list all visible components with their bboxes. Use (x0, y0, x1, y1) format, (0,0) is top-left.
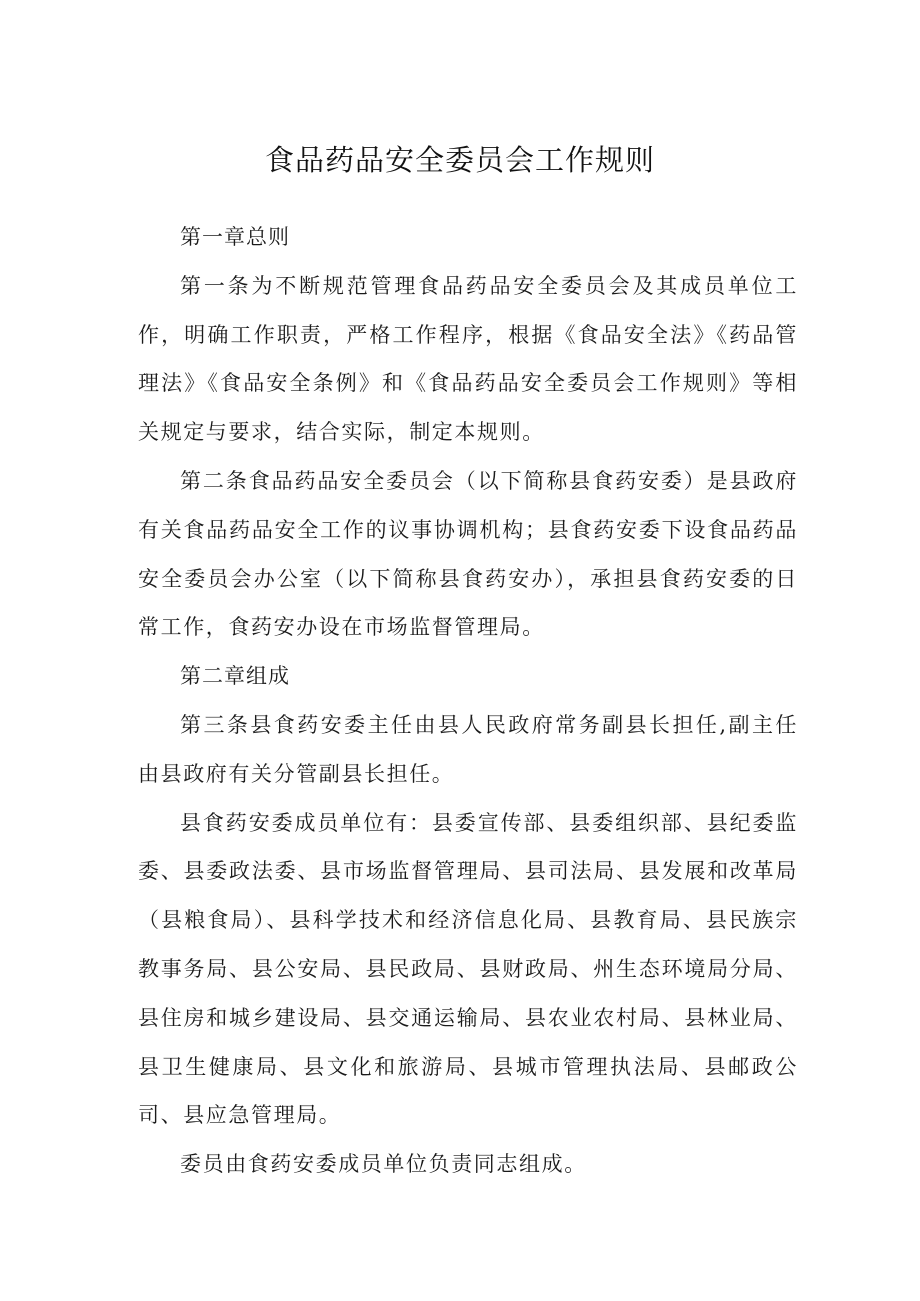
member-units-paragraph: 县食药安委成员单位有：县委宣传部、县委组织部、县纪委监委、县委政法委、县市场监督管理局、县司法局、县发展和改革局（县粮食局）、县科学技术和经济信息化局、县教育局、县民族宗教事务局、县公安局、县民政局、县财政局、州生态环境局分局、县住房和城乡建设局、县交通运输局、县农业农村局、县林业局、县卫生健康局、县文化和旅游局、县城市管理执法局、县邮政公司、县应急管理局。 (138, 810, 798, 1128)
chapter-heading-general: 第一章总则 (180, 225, 290, 249)
article-3-paragraph: 第三条县食药安委主任由县人民政府常务副县长担任,副主任由县政府有关分管副县长担任。 (138, 712, 798, 786)
document-title: 食品药品安全委员会工作规则 (264, 143, 655, 177)
document-body (138, 213, 798, 1189)
article-1-paragraph: 第一条为不断规范管理食品药品安全委员会及其成员单位工作，明确工作职责，严格工作程序，根据《食品安全法》《药品管理法》《食品安全条例》和《食品药品安全委员会工作规则》等相关规定与要求，结合实际，制定本规则。 (138, 273, 798, 445)
committee-members-paragraph: 委员由食药安委成员单位负责同志组成。 (180, 1152, 587, 1177)
chapter-heading-composition: 第二章组成 (180, 664, 290, 689)
article-2-paragraph: 第二条食品药品安全委员会（以下简称县食药安委）是县政府有关食品药品安全工作的议事协调机构；县食药安委下设食品药品安全委员会办公室（以下简称县食药安办），承担县食药安委的日常工作，食药安办设在市场监督管理局。 (138, 468, 798, 640)
